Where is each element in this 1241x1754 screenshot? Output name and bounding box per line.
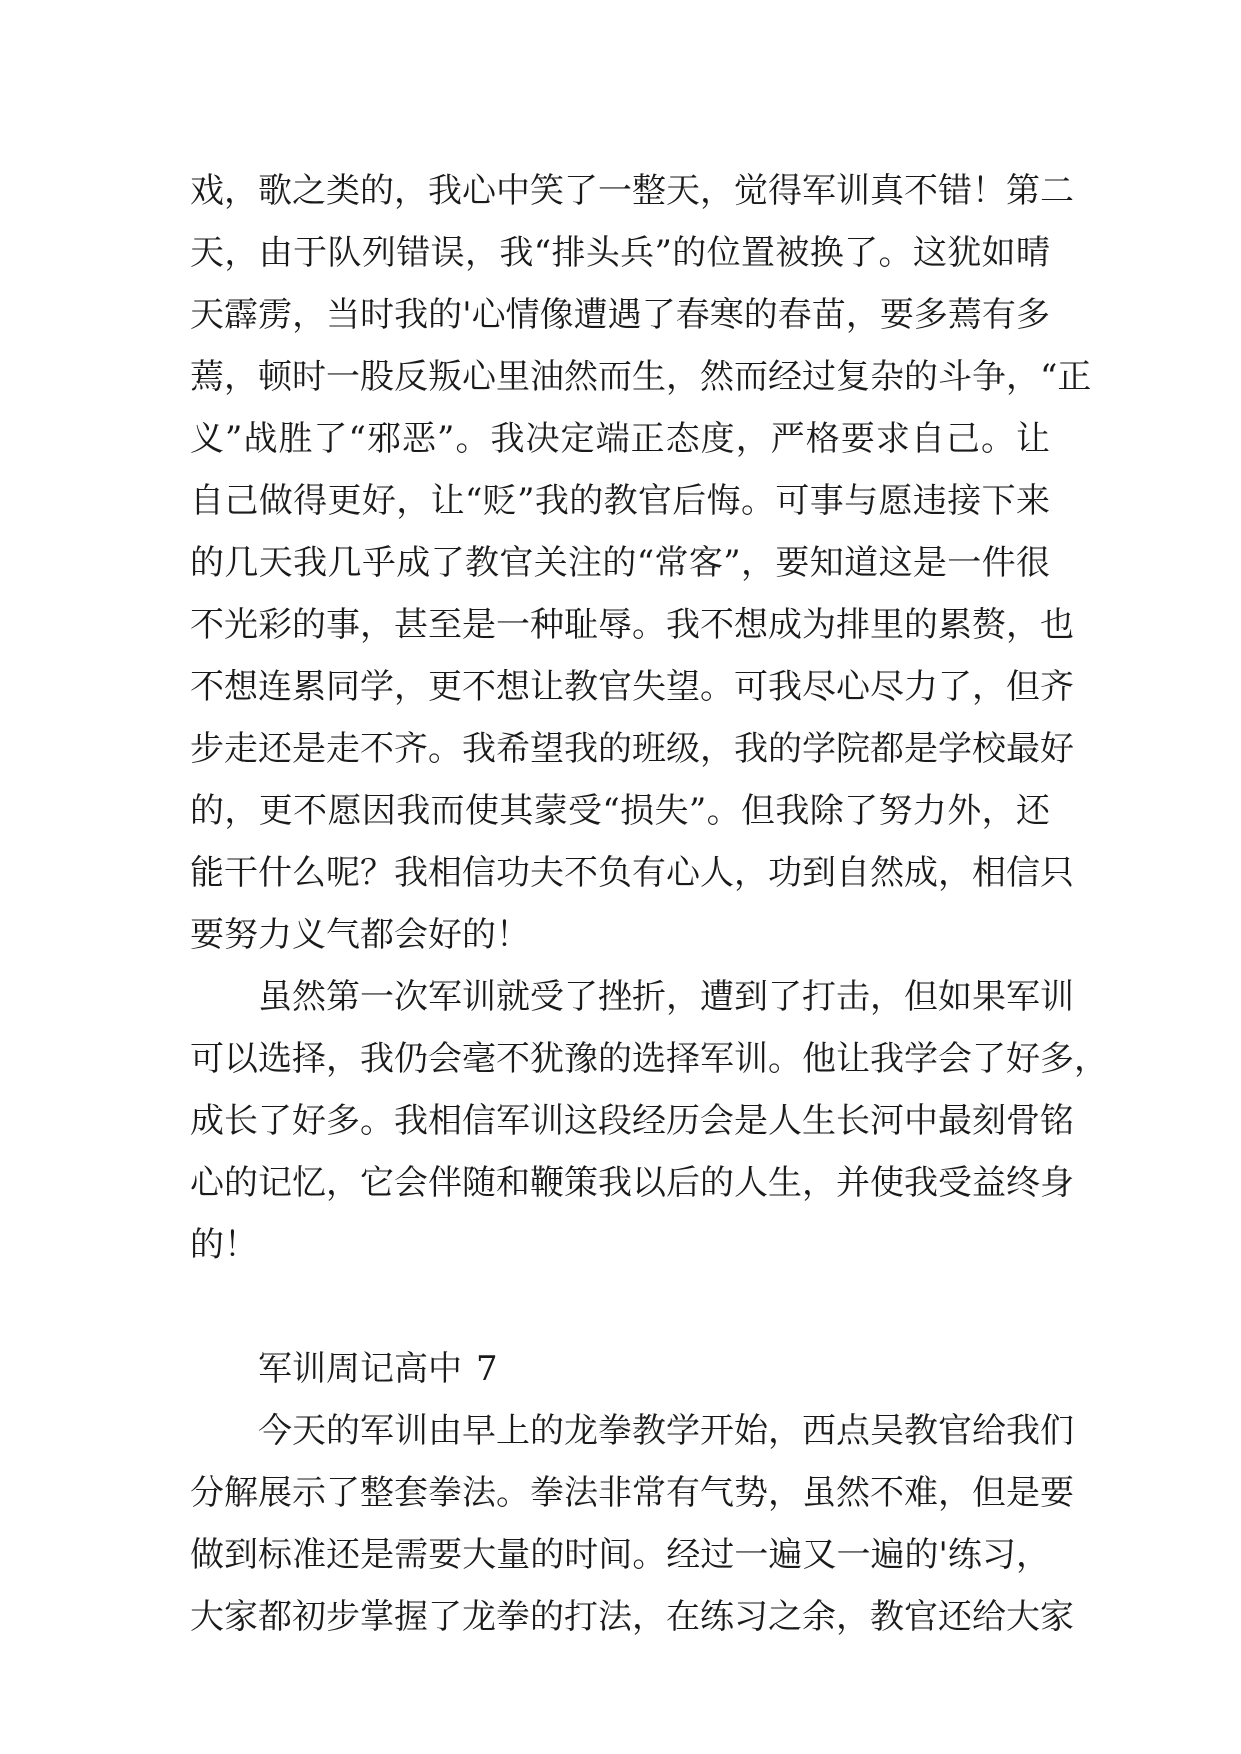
paragraph <box>190 1400 1074 1648</box>
text-line: 不想连累同学，更不想让教官失望。可我尽心尽力了，但齐 <box>190 667 1074 707</box>
text-line: 蔫，顿时一股反叛心里油然而生，然而经过复杂的斗争，“正 <box>190 357 1092 397</box>
section-heading <box>190 1338 1050 1400</box>
document-body <box>190 160 1108 1648</box>
text-line: 能干什么呢？我相信功夫不负有心人，功到自然成，相信只 <box>190 853 1074 893</box>
text-line: 义”战胜了“邪恶”。我决定端正态度，严格要求自己。让 <box>190 419 1050 459</box>
text-line: 自己做得更好，让“贬”我的教官后悔。可事与愿违接下来 <box>190 481 1050 521</box>
text-line: 要努力义气都会好的！ <box>190 915 530 955</box>
text-line: 虽然第一次军训就受了挫折，遭到了打击，但如果军训 <box>258 977 1074 1017</box>
text-line: 大家都初步掌握了龙拳的打法，在练习之余，教官还给大家 <box>190 1597 1074 1637</box>
text-line: 的，更不愿因我而使其蒙受“损失”。但我除了努力外，还 <box>190 791 1050 831</box>
text-line: 的几天我几乎成了教官关注的“常客”，要知道这是一件很 <box>190 543 1050 583</box>
text-line: 成长了好多。我相信军训这段经历会是人生长河中最刻骨铭 <box>190 1101 1074 1141</box>
text-line: 可以选择，我仍会毫不犹豫的选择军训。他让我学会了好多， <box>190 1039 1108 1079</box>
section-heading-number: 7 <box>476 1349 498 1389</box>
text-line: 步走还是走不齐。我希望我的班级，我的学院都是学校最好 <box>190 729 1074 769</box>
text-line: 天霹雳，当时我的'心情像遭遇了春寒的春苗，要多蔫有多 <box>190 295 1050 335</box>
spacer <box>190 1276 1050 1338</box>
section-heading-title: 军训周记高中 <box>258 1349 462 1389</box>
text-line: 做到标准还是需要大量的时间。经过一遍又一遍的'练习， <box>190 1535 1050 1575</box>
paragraph <box>190 966 1108 1276</box>
text-line: 分解展示了整套拳法。拳法非常有气势，虽然不难，但是要 <box>190 1473 1074 1513</box>
text-line: 心的记忆，它会伴随和鞭策我以后的人生，并使我受益终身 <box>190 1163 1074 1203</box>
text-line: 不光彩的事，甚至是一种耻辱。我不想成为排里的累赘，也 <box>190 605 1074 645</box>
paragraph <box>190 160 1092 966</box>
text-line: 的！ <box>190 1225 258 1265</box>
text-line: 今天的军训由早上的龙拳教学开始，西点吴教官给我们 <box>258 1411 1074 1451</box>
text-line: 戏，歌之类的，我心中笑了一整天，觉得军训真不错！第二 <box>190 171 1074 211</box>
text-line: 天，由于队列错误，我“排头兵”的位置被换了。这犹如晴 <box>190 233 1050 273</box>
